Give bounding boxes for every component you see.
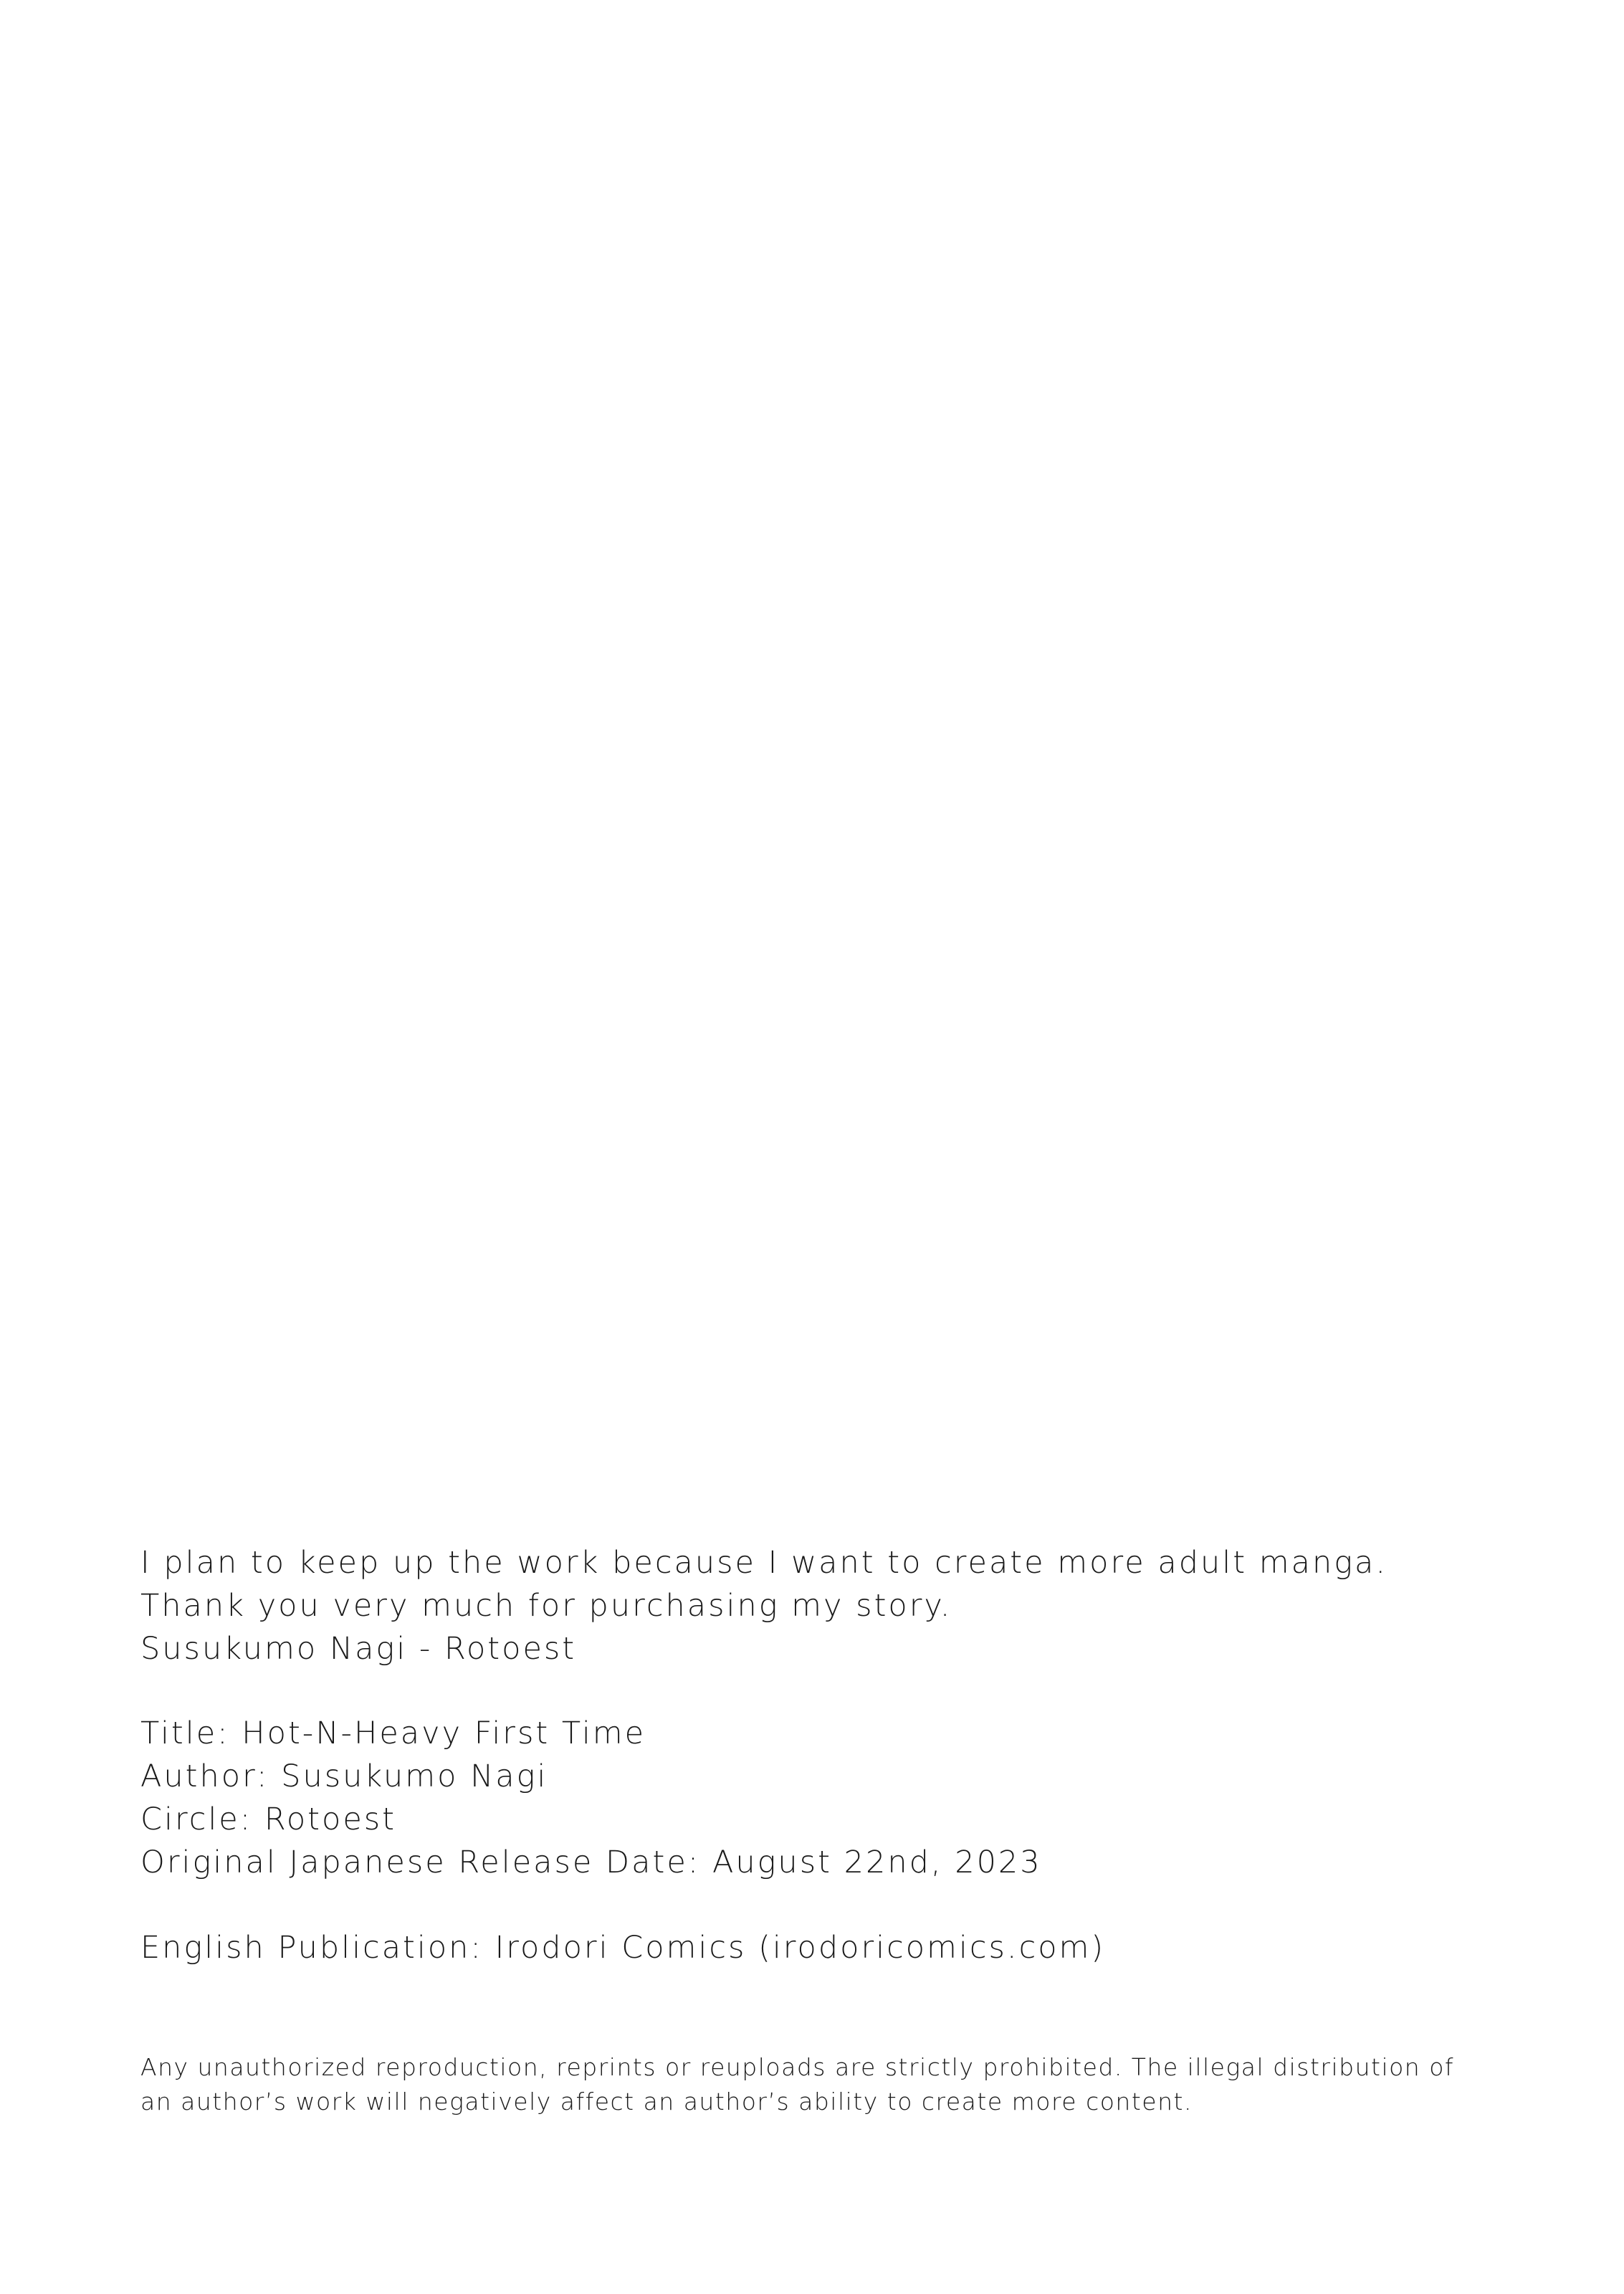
credit-author: Author: Susukumo Nagi — [140, 1758, 548, 1794]
credits-block — [140, 1712, 1042, 1884]
afterword-message — [140, 1541, 1387, 1670]
credit-release-date: Original Japanese Release Date: August 22nd, 2023 — [140, 1845, 1042, 1880]
afterword-signature: Susukumo Nagi - Rotoest — [140, 1631, 577, 1667]
afterword-line-1: I plan to keep up the work because I want to create more adult manga. — [140, 1545, 1388, 1581]
english-publication: English Publication: Irodori Comics (irodoricomics.com) — [140, 1930, 1106, 1966]
credit-circle: Circle: Rotoest — [140, 1802, 397, 1837]
afterword-line-2: Thank you very much for purchasing my story. — [140, 1588, 952, 1624]
publication-block — [140, 1926, 1105, 1969]
notice-line-1: Any unauthorized reproduction, reprints or reuploads are strictly prohibited. The illegal distribution of — [140, 2053, 1455, 2081]
credit-title: Title: Hot-N-Heavy First Time — [140, 1715, 646, 1751]
notice-line-2: an author’s work will negatively affect an author’s ability to create more content. — [140, 2088, 1193, 2115]
copyright-notice — [140, 2050, 1502, 2119]
